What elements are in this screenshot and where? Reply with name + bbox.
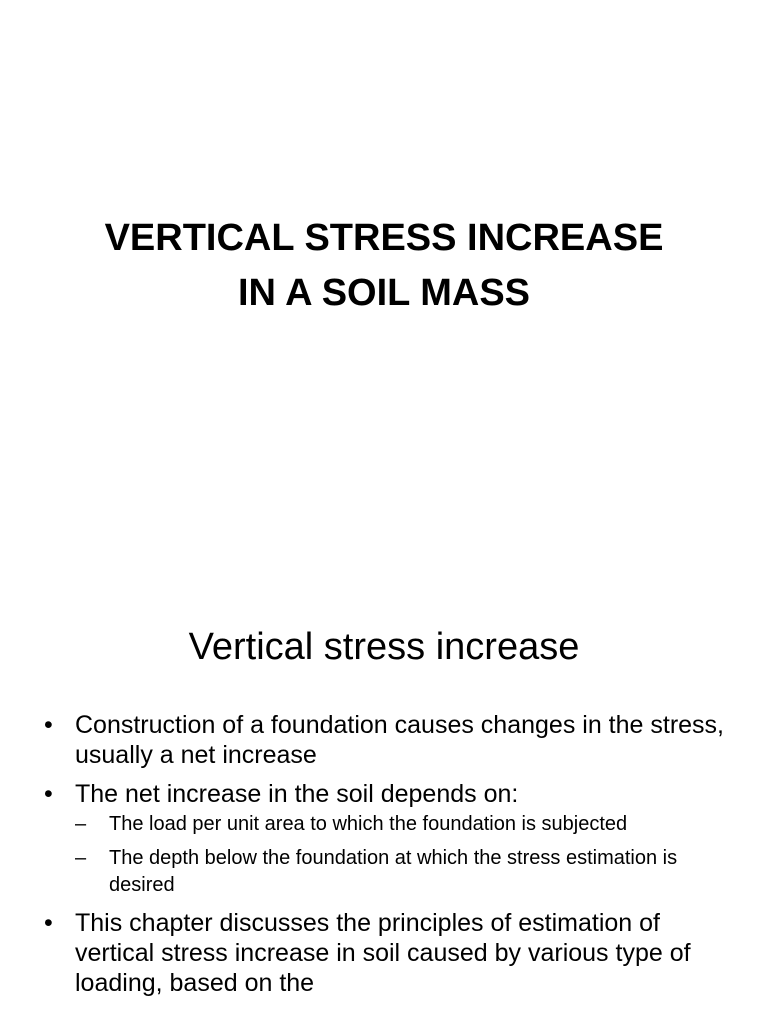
bullet-item (44, 908, 734, 998)
content-slide (0, 576, 768, 1024)
bullet-item (44, 710, 734, 770)
sub-bullet-list (75, 811, 734, 899)
sub-bullet-text: The depth below the foundation at which the stress estimation is desired (109, 847, 678, 896)
dash-icon: – (75, 813, 87, 835)
content-slide-title: Vertical stress increase (188, 626, 580, 668)
dash-icon: – (75, 847, 87, 869)
slide-title-line-2: IN A SOIL MASS (237, 272, 531, 315)
bullet-item (44, 779, 734, 899)
sub-bullet-text: The load per unit area to which the foundation is subjected (109, 813, 628, 835)
bullet-text: This chapter discusses the principles of estimation of vertical stress increase in soil caused by various type of loading, based on the (75, 909, 691, 997)
slide-title (40, 211, 728, 321)
sub-bullet-item (75, 811, 734, 838)
bullet-icon: • (44, 780, 53, 808)
slide-title-line-1: VERTICAL STRESS INCREASE (104, 217, 664, 260)
bullet-list (44, 710, 734, 1007)
bullet-icon: • (44, 711, 53, 739)
sub-bullet-item (75, 845, 734, 899)
bullet-text: The net increase in the soil depends on: (75, 780, 519, 808)
bullet-text: Construction of a foundation causes changes in the stress, usually a net increase (75, 711, 724, 769)
bullet-icon: • (44, 909, 53, 937)
